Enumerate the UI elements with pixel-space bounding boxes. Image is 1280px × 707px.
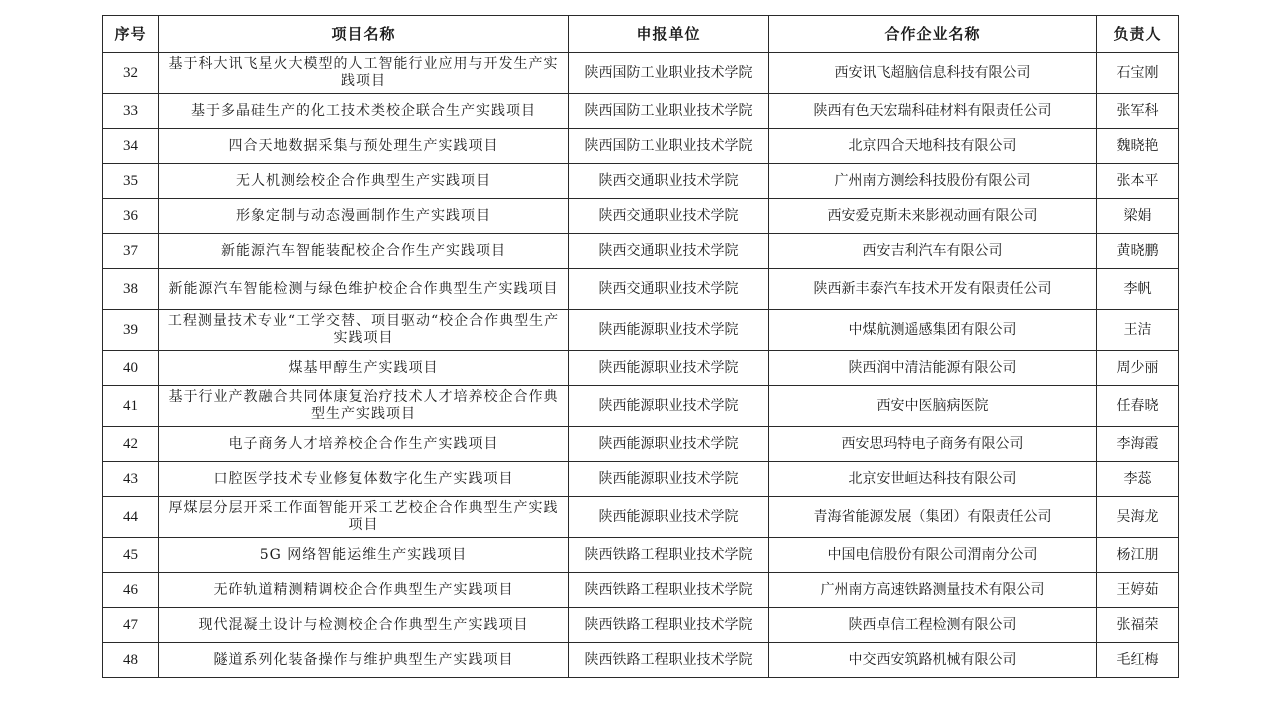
cell-no: 47: [103, 608, 159, 643]
cell-project-name: 煤基甲醇生产实践项目: [159, 351, 569, 386]
cell-partner-company: 中国电信股份有限公司渭南分公司: [769, 538, 1097, 573]
cell-project-name: 形象定制与动态漫画制作生产实践项目: [159, 199, 569, 234]
cell-person-in-charge: 李蕊: [1097, 462, 1179, 497]
cell-person-in-charge: 石宝刚: [1097, 53, 1179, 94]
cell-applicant-unit: 陕西交通职业技术学院: [569, 164, 769, 199]
cell-partner-company: 广州南方测绘科技股份有限公司: [769, 164, 1097, 199]
header-no: 序号: [103, 16, 159, 53]
cell-no: 33: [103, 94, 159, 129]
table-row: [103, 164, 1179, 199]
cell-project-name: 厚煤层分层开采工作面智能开采工艺校企合作典型生产实践项目: [159, 497, 569, 538]
cell-partner-company: 北京安世峘达科技有限公司: [769, 462, 1097, 497]
cell-person-in-charge: 周少丽: [1097, 351, 1179, 386]
cell-partner-company: 陕西新丰泰汽车技术开发有限责任公司: [769, 269, 1097, 310]
cell-project-name: 口腔医学技术专业修复体数字化生产实践项目: [159, 462, 569, 497]
cell-project-name: 5G 网络智能运维生产实践项目: [159, 538, 569, 573]
cell-partner-company: 西安讯飞超脑信息科技有限公司: [769, 53, 1097, 94]
cell-applicant-unit: 陕西能源职业技术学院: [569, 427, 769, 462]
cell-no: 42: [103, 427, 159, 462]
cell-no: 34: [103, 129, 159, 164]
cell-partner-company: 青海省能源发展（集团）有限责任公司: [769, 497, 1097, 538]
cell-no: 35: [103, 164, 159, 199]
cell-no: 45: [103, 538, 159, 573]
cell-partner-company: 西安吉利汽车有限公司: [769, 234, 1097, 269]
cell-no: 43: [103, 462, 159, 497]
cell-no: 41: [103, 386, 159, 427]
cell-project-name: 基于行业产教融合共同体康复治疗技术人才培养校企合作典型生产实践项目: [159, 386, 569, 427]
cell-applicant-unit: 陕西国防工业职业技术学院: [569, 94, 769, 129]
cell-applicant-unit: 陕西能源职业技术学院: [569, 497, 769, 538]
cell-person-in-charge: 张军科: [1097, 94, 1179, 129]
table-row: [103, 129, 1179, 164]
cell-person-in-charge: 李海霞: [1097, 427, 1179, 462]
cell-project-name: 基于科大讯飞星火大模型的人工智能行业应用与开发生产实践项目: [159, 53, 569, 94]
cell-person-in-charge: 张福荣: [1097, 608, 1179, 643]
cell-person-in-charge: 毛红梅: [1097, 643, 1179, 678]
table-row: [103, 427, 1179, 462]
cell-partner-company: 中交西安筑路机械有限公司: [769, 643, 1097, 678]
cell-applicant-unit: 陕西能源职业技术学院: [569, 310, 769, 351]
header-person-in-charge: 负责人: [1097, 16, 1179, 53]
cell-applicant-unit: 陕西国防工业职业技术学院: [569, 129, 769, 164]
project-table: [102, 15, 1179, 678]
table-row: [103, 386, 1179, 427]
cell-no: 38: [103, 269, 159, 310]
cell-no: 48: [103, 643, 159, 678]
cell-applicant-unit: 陕西能源职业技术学院: [569, 462, 769, 497]
table-row: [103, 199, 1179, 234]
cell-applicant-unit: 陕西铁路工程职业技术学院: [569, 608, 769, 643]
cell-person-in-charge: 杨江朋: [1097, 538, 1179, 573]
table-row: [103, 643, 1179, 678]
cell-no: 36: [103, 199, 159, 234]
cell-no: 46: [103, 573, 159, 608]
cell-person-in-charge: 李帆: [1097, 269, 1179, 310]
cell-person-in-charge: 张本平: [1097, 164, 1179, 199]
table-row: [103, 462, 1179, 497]
cell-partner-company: 中煤航测遥感集团有限公司: [769, 310, 1097, 351]
cell-no: 37: [103, 234, 159, 269]
cell-applicant-unit: 陕西铁路工程职业技术学院: [569, 573, 769, 608]
table-row: [103, 497, 1179, 538]
cell-project-name: 无人机测绘校企合作典型生产实践项目: [159, 164, 569, 199]
cell-partner-company: 陕西润中清洁能源有限公司: [769, 351, 1097, 386]
cell-person-in-charge: 吴海龙: [1097, 497, 1179, 538]
header-applicant-unit: 申报单位: [569, 16, 769, 53]
cell-applicant-unit: 陕西交通职业技术学院: [569, 234, 769, 269]
header-partner-company: 合作企业名称: [769, 16, 1097, 53]
cell-person-in-charge: 王婷茹: [1097, 573, 1179, 608]
cell-partner-company: 北京四合天地科技有限公司: [769, 129, 1097, 164]
cell-applicant-unit: 陕西铁路工程职业技术学院: [569, 538, 769, 573]
cell-applicant-unit: 陕西交通职业技术学院: [569, 199, 769, 234]
cell-project-name: 电子商务人才培养校企合作生产实践项目: [159, 427, 569, 462]
cell-applicant-unit: 陕西交通职业技术学院: [569, 269, 769, 310]
cell-person-in-charge: 任春晓: [1097, 386, 1179, 427]
table-row: [103, 94, 1179, 129]
cell-partner-company: 西安中医脑病医院: [769, 386, 1097, 427]
cell-project-name: 现代混凝土设计与检测校企合作典型生产实践项目: [159, 608, 569, 643]
cell-person-in-charge: 魏晓艳: [1097, 129, 1179, 164]
table-row: [103, 538, 1179, 573]
cell-partner-company: 西安思玛特电子商务有限公司: [769, 427, 1097, 462]
cell-applicant-unit: 陕西国防工业职业技术学院: [569, 53, 769, 94]
table-row: [103, 310, 1179, 351]
table-body: [103, 53, 1179, 678]
cell-no: 32: [103, 53, 159, 94]
table-row: [103, 53, 1179, 94]
table-row: [103, 351, 1179, 386]
cell-person-in-charge: 梁娟: [1097, 199, 1179, 234]
cell-partner-company: 陕西有色天宏瑞科硅材料有限责任公司: [769, 94, 1097, 129]
cell-partner-company: 广州南方高速铁路测量技术有限公司: [769, 573, 1097, 608]
cell-project-name: 新能源汽车智能检测与绿色维护校企合作典型生产实践项目: [159, 269, 569, 310]
cell-project-name: 基于多晶硅生产的化工技术类校企联合生产实践项目: [159, 94, 569, 129]
cell-person-in-charge: 王洁: [1097, 310, 1179, 351]
cell-no: 44: [103, 497, 159, 538]
cell-applicant-unit: 陕西能源职业技术学院: [569, 351, 769, 386]
cell-person-in-charge: 黄晓鹏: [1097, 234, 1179, 269]
cell-project-name: 工程测量技术专业“工学交替、项目驱动“校企合作典型生产实践项目: [159, 310, 569, 351]
table-row: [103, 269, 1179, 310]
cell-partner-company: 西安爱克斯未来影视动画有限公司: [769, 199, 1097, 234]
cell-partner-company: 陕西卓信工程检测有限公司: [769, 608, 1097, 643]
cell-applicant-unit: 陕西铁路工程职业技术学院: [569, 643, 769, 678]
cell-no: 40: [103, 351, 159, 386]
cell-project-name: 隧道系列化装备操作与维护典型生产实践项目: [159, 643, 569, 678]
table-row: [103, 608, 1179, 643]
cell-project-name: 四合天地数据采集与预处理生产实践项目: [159, 129, 569, 164]
header-row: [103, 16, 1179, 53]
cell-project-name: 无砟轨道精测精调校企合作典型生产实践项目: [159, 573, 569, 608]
table-row: [103, 234, 1179, 269]
cell-project-name: 新能源汽车智能装配校企合作生产实践项目: [159, 234, 569, 269]
cell-applicant-unit: 陕西能源职业技术学院: [569, 386, 769, 427]
cell-no: 39: [103, 310, 159, 351]
table-row: [103, 573, 1179, 608]
header-project-name: 项目名称: [159, 16, 569, 53]
